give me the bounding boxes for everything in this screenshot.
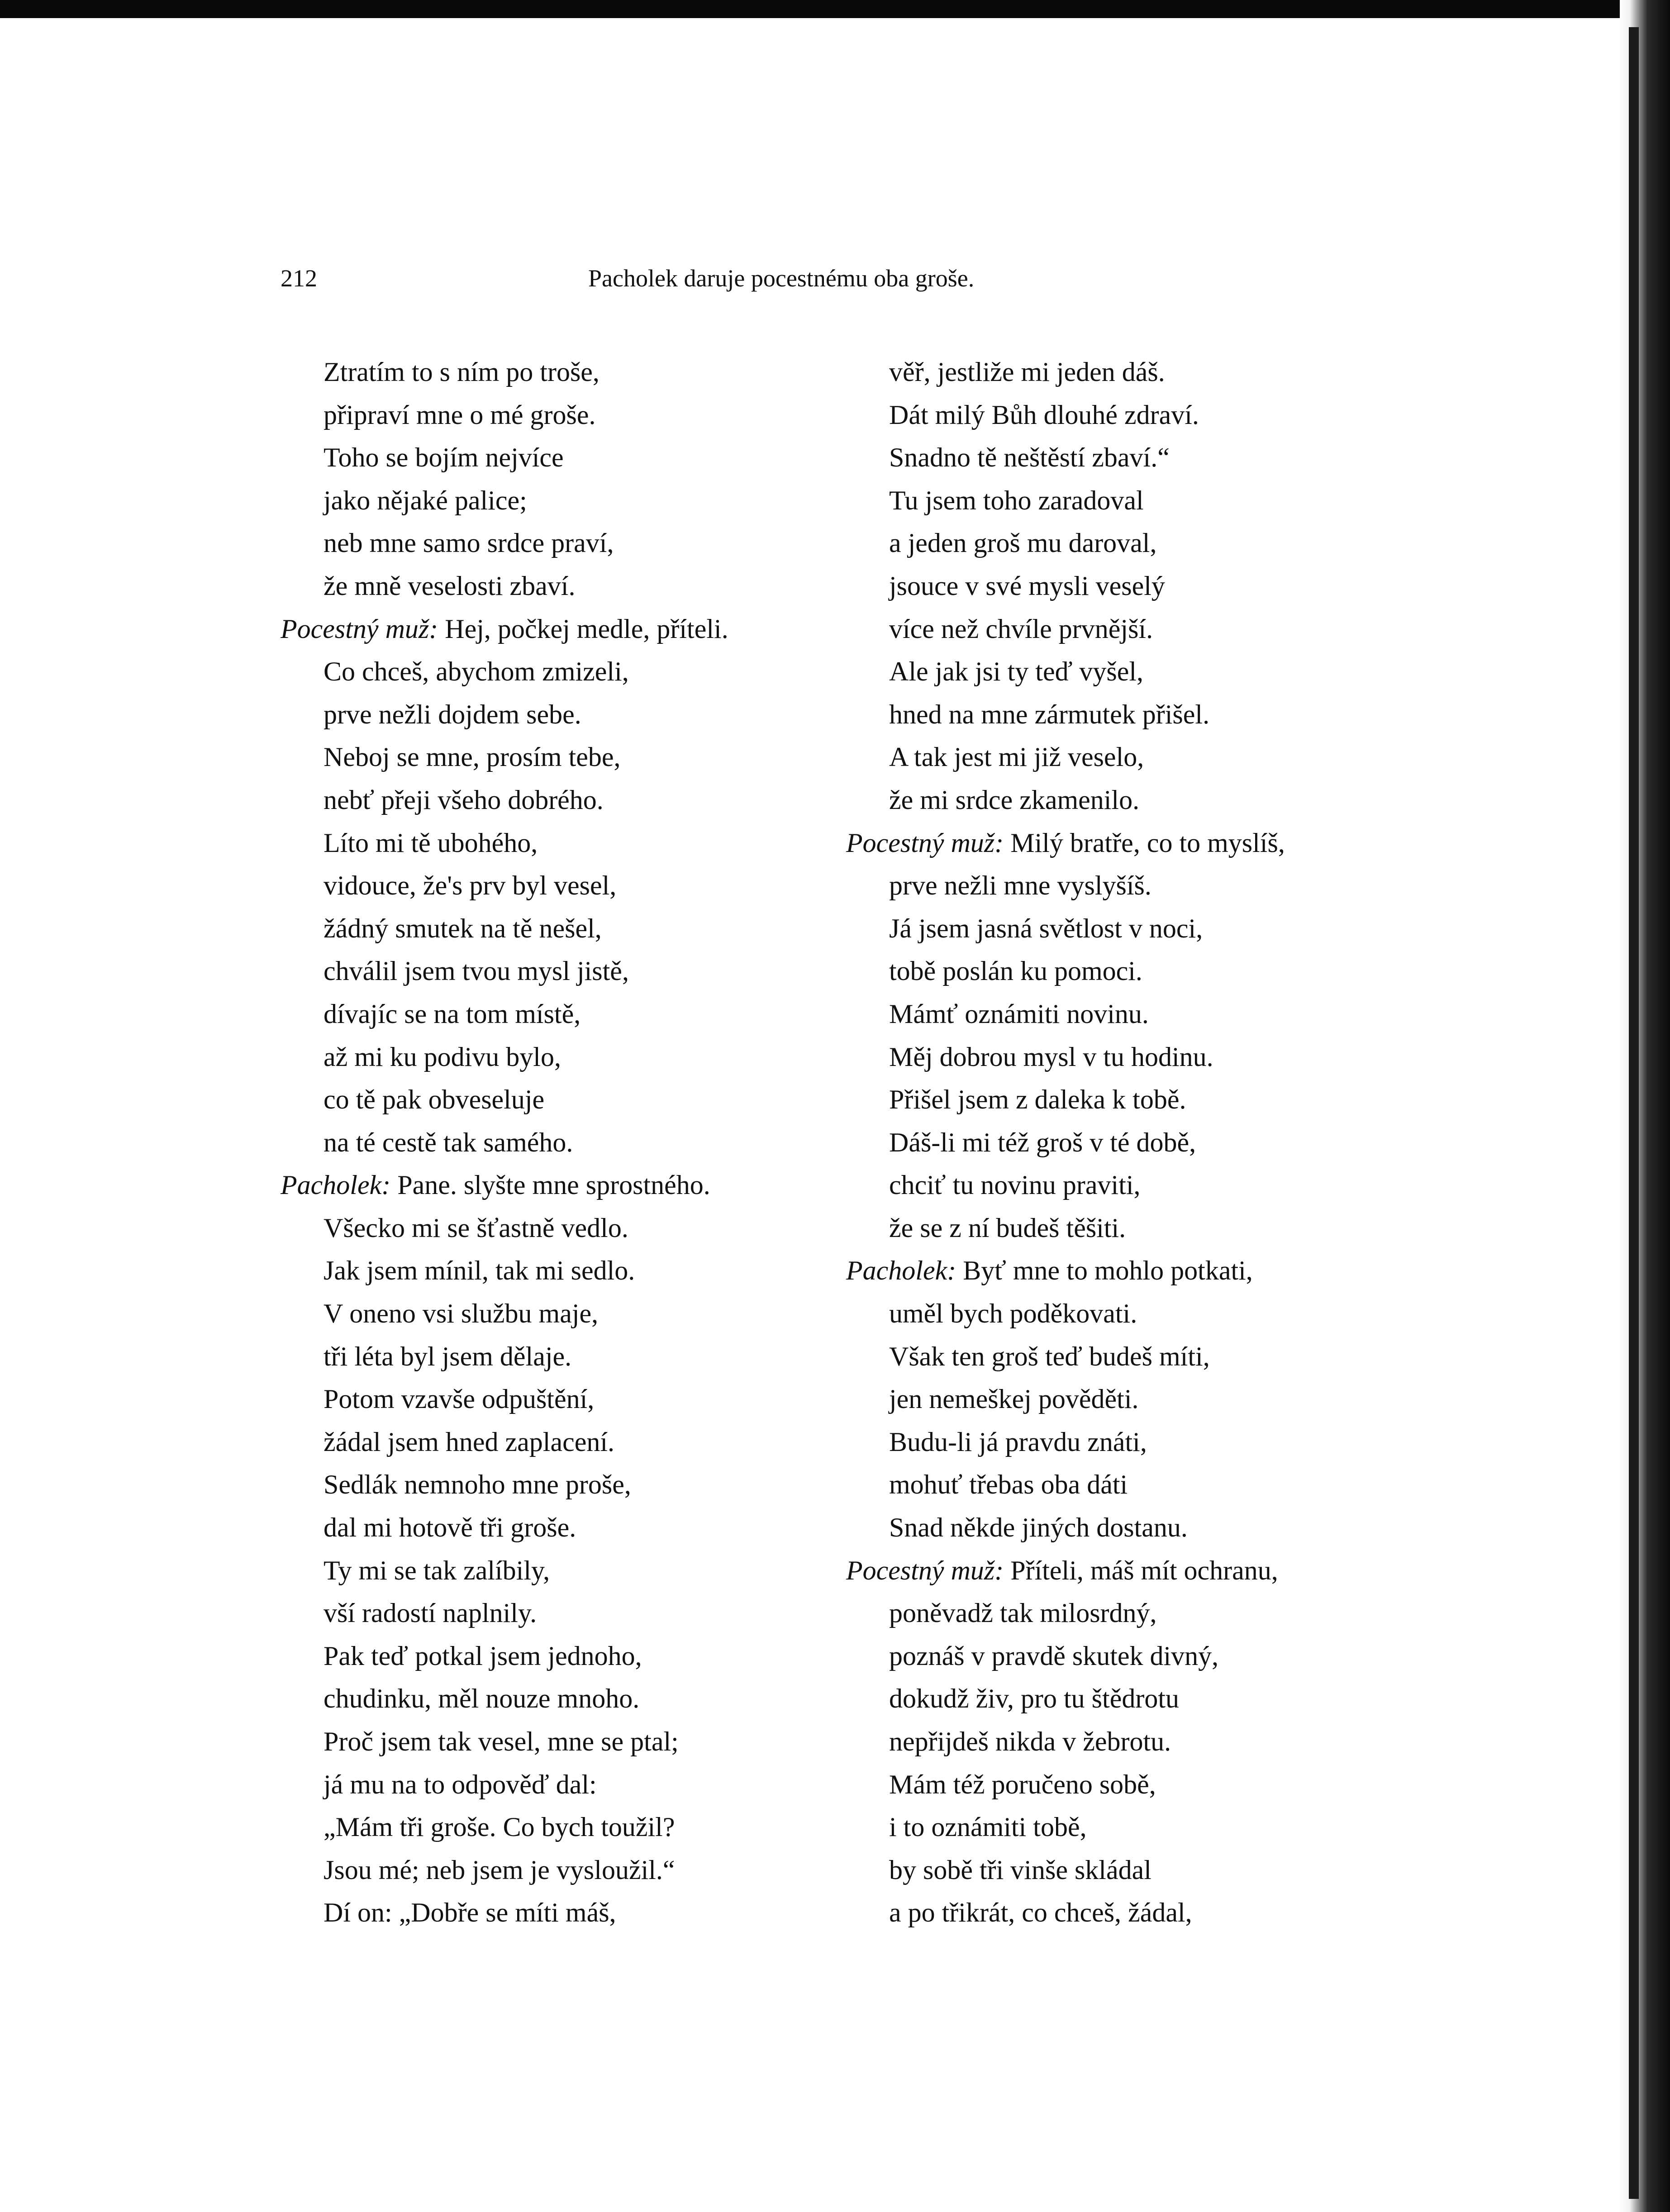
verse-line <box>846 1335 1285 1378</box>
verse-line <box>846 436 1285 479</box>
page-header <box>281 260 1118 296</box>
verse-text: Sedlák nemnoho mne proše, <box>324 1470 631 1500</box>
verse-text: připraví mne o mé groše. <box>324 400 596 430</box>
verse-line <box>281 1249 728 1292</box>
verse-text: Jak jsem mínil, tak mi sedlo. <box>324 1256 635 1286</box>
verse-text: věř, jestliže mi jeden dáš. <box>889 357 1165 387</box>
verse-line <box>846 650 1285 693</box>
verse-line <box>846 522 1285 565</box>
verse-line <box>846 1720 1285 1763</box>
verse-line <box>281 1763 728 1806</box>
verse-text: nebť přeji všeho dobrého. <box>324 785 604 815</box>
verse-text: chciť tu novinu praviti, <box>889 1170 1141 1200</box>
verse-text: prve nežli mne vyslyšíš. <box>889 871 1151 901</box>
verse-line <box>281 608 728 651</box>
verse-line <box>281 1121 728 1164</box>
verse-text: Snadno tě neštěstí zbaví.“ <box>889 442 1170 473</box>
verse-line <box>281 1891 728 1934</box>
verse-line <box>846 1549 1285 1592</box>
speaker-label: Pacholek: <box>846 1256 956 1286</box>
verse-line <box>281 1592 728 1635</box>
verse-line <box>846 1891 1285 1934</box>
verse-line <box>846 1421 1285 1464</box>
verse-text: dal mi hotově tři groše. <box>324 1513 576 1543</box>
verse-line <box>281 1078 728 1121</box>
verse-line <box>846 993 1285 1036</box>
verse-line <box>281 1677 728 1720</box>
verse-line <box>846 394 1285 437</box>
scan-binding-shadow <box>1629 27 1639 2199</box>
verse-line <box>846 1292 1285 1335</box>
verse-line <box>846 1849 1285 1892</box>
verse-text: Já jsem jasná světlost v noci, <box>889 913 1203 943</box>
verse-line <box>846 479 1285 522</box>
verse-text: tobě poslán ku pomoci. <box>889 956 1142 986</box>
verse-text: uměl bych poděkovati. <box>889 1299 1137 1329</box>
verse-line <box>281 736 728 779</box>
verse-text: Tu jsem toho zaradoval <box>889 485 1144 515</box>
verse-text: Však ten groš teď budeš míti, <box>889 1341 1210 1371</box>
verse-text: poněvadž tak milosrdný, <box>889 1598 1157 1628</box>
verse-text: neb mne samo srdce praví, <box>324 528 614 558</box>
verse-line <box>281 1207 728 1250</box>
verse-text: Všecko mi se šťastně vedlo. <box>324 1213 628 1243</box>
verse-line <box>846 1164 1285 1207</box>
verse-line <box>846 608 1285 651</box>
verse-text: že mi srdce zkamenilo. <box>889 785 1140 815</box>
verse-text: poznáš v pravdě skutek divný, <box>889 1641 1219 1671</box>
verse-text: Příteli, máš mít ochranu, <box>1010 1555 1278 1585</box>
verse-line <box>281 1720 728 1763</box>
verse-line <box>846 736 1285 779</box>
verse-text: mohuť třebas oba dáti <box>889 1470 1128 1500</box>
verse-text: jako nějaké palice; <box>324 485 527 515</box>
verse-line <box>846 864 1285 907</box>
verse-text: prve nežli dojdem sebe. <box>324 699 581 729</box>
verse-text: Mám též poručeno sobě, <box>889 1769 1156 1799</box>
verse-text: jsouce v své mysli veselý <box>889 571 1165 601</box>
verse-text: dokudž živ, pro tu štědrotu <box>889 1684 1179 1714</box>
verse-line <box>846 1592 1285 1635</box>
verse-line <box>281 1506 728 1549</box>
verse-line <box>281 693 728 736</box>
verse-text: Pak teď potkal jsem jednoho, <box>324 1641 642 1671</box>
verse-text: V oneno vsi službu maje, <box>324 1299 599 1329</box>
verse-line <box>846 1078 1285 1121</box>
verse-line <box>846 1806 1285 1849</box>
verse-text: Milý bratře, co to myslíš, <box>1010 828 1285 858</box>
speaker-label: Pocestný muž: <box>846 828 1004 858</box>
verse-line <box>846 1506 1285 1549</box>
verse-line <box>281 351 728 394</box>
verse-line <box>281 394 728 437</box>
verse-text: že mně veselosti zbaví. <box>324 571 576 601</box>
verse-line <box>846 351 1285 394</box>
verse-line <box>281 950 728 993</box>
verse-text: chudinku, měl nouze mnoho. <box>324 1684 640 1714</box>
verse-line <box>846 907 1285 950</box>
page-number: 212 <box>281 265 317 292</box>
verse-line <box>281 1549 728 1592</box>
verse-line <box>281 522 728 565</box>
verse-text: A tak jest mi již veselo, <box>889 742 1144 772</box>
speaker-label: Pocestný muž: <box>846 1555 1004 1585</box>
verse-text: jen nemeškej pověděti. <box>889 1384 1139 1414</box>
verse-line <box>281 1421 728 1464</box>
verse-line <box>846 693 1285 736</box>
verse-text: Mámť oznámiti novinu. <box>889 999 1149 1029</box>
verse-line <box>281 1463 728 1506</box>
verse-line <box>281 436 728 479</box>
scan-right-edge <box>1620 0 1670 2212</box>
verse-line <box>281 1378 728 1421</box>
verse-text: Snad někde jiných dostanu. <box>889 1513 1188 1543</box>
verse-text: Toho se bojím nejvíce <box>324 442 564 473</box>
verse-text: nepřijdeš nikda v žebrotu. <box>889 1727 1171 1756</box>
verse-text: Dí on: „Dobře se míti máš, <box>324 1898 616 1928</box>
verse-line <box>281 1292 728 1335</box>
verse-line <box>846 1763 1285 1806</box>
verse-text: Neboj se mne, prosím tebe, <box>324 742 621 772</box>
verse-text: a jeden groš mu daroval, <box>889 528 1157 558</box>
verse-line <box>281 779 728 822</box>
verse-line <box>846 1378 1285 1421</box>
verse-text: Co chceš, abychom zmizeli, <box>324 656 629 687</box>
verse-text: by sobě tři vinše skládal <box>889 1855 1151 1885</box>
verse-line <box>846 1677 1285 1720</box>
verse-text: Proč jsem tak vesel, mne se ptal; <box>324 1727 679 1756</box>
verse-text: žádný smutek na tě nešel, <box>324 913 602 943</box>
verse-text: hned na mne zármutek přišel. <box>889 699 1210 729</box>
verse-text: vidouce, že's prv byl vesel, <box>324 871 617 901</box>
verse-text: Ale jak jsi ty teď vyšel, <box>889 656 1144 687</box>
verse-text: „Mám tři groše. Co bych toužil? <box>324 1812 675 1842</box>
verse-text: Byť mne to mohlo potkati, <box>963 1256 1253 1286</box>
verse-line <box>281 1635 728 1678</box>
verse-line <box>846 1463 1285 1506</box>
verse-text: více než chvíle prvnější. <box>889 614 1153 644</box>
verse-line <box>846 1121 1285 1164</box>
verse-text: i to oznámiti tobě, <box>889 1812 1087 1842</box>
verse-line <box>846 1249 1285 1292</box>
verse-line <box>281 822 728 865</box>
verse-line <box>846 1635 1285 1678</box>
scan-top-border <box>0 0 1670 18</box>
speaker-label: Pocestný muž: <box>281 614 438 644</box>
verse-line <box>281 565 728 608</box>
verse-text: Pane. slyšte mne sprostného. <box>397 1170 710 1200</box>
verse-line <box>281 1036 728 1079</box>
speaker-label: Pacholek: <box>281 1170 391 1200</box>
verse-text: tři léta byl jsem dělaje. <box>324 1341 572 1371</box>
verse-line <box>281 864 728 907</box>
verse-line <box>281 993 728 1036</box>
verse-line <box>281 1849 728 1892</box>
verse-line <box>281 479 728 522</box>
right-text-column <box>846 351 1285 1934</box>
verse-text: že se z ní budeš těšiti. <box>889 1213 1126 1243</box>
verse-text: vší radostí naplnily. <box>324 1598 537 1628</box>
verse-text: chválil jsem tvou mysl jistě, <box>324 956 629 986</box>
verse-text: Dát milý Bůh dlouhé zdraví. <box>889 400 1199 430</box>
verse-line <box>281 650 728 693</box>
verse-text: Potom vzavše odpuštění, <box>324 1384 595 1414</box>
verse-line <box>281 1335 728 1378</box>
verse-text: Dáš-li mi též groš v té době, <box>889 1127 1196 1157</box>
verse-text: a po třikrát, co chceš, žádal, <box>889 1898 1192 1928</box>
verse-line <box>846 822 1285 865</box>
verse-text: Ztratím to s ním po troše, <box>324 357 599 387</box>
verse-text: co tě pak obveseluje <box>324 1085 545 1115</box>
running-title: Pacholek daruje pocestnému oba groše. <box>588 265 975 292</box>
verse-text: já mu na to odpověď dal: <box>324 1769 597 1799</box>
verse-line <box>846 950 1285 993</box>
verse-line <box>281 907 728 950</box>
verse-text: na té cestě tak samého. <box>324 1127 573 1157</box>
verse-text: dívajíc se na tom místě, <box>324 999 581 1029</box>
verse-text: Přišel jsem z daleka k tobě. <box>889 1085 1186 1115</box>
verse-text: až mi ku podivu bylo, <box>324 1042 561 1072</box>
verse-text: žádal jsem hned zaplacení. <box>324 1427 615 1457</box>
verse-line <box>846 1036 1285 1079</box>
verse-text: Budu-li já pravdu znáti, <box>889 1427 1147 1457</box>
verse-line <box>846 565 1285 608</box>
verse-line <box>281 1164 728 1207</box>
verse-line <box>846 1207 1285 1250</box>
verse-line <box>846 779 1285 822</box>
verse-text: Měj dobrou mysl v tu hodinu. <box>889 1042 1213 1072</box>
verse-text: Ty mi se tak zalíbily, <box>324 1555 550 1585</box>
verse-line <box>281 1806 728 1849</box>
verse-text: Líto mi tě ubohého, <box>324 828 538 858</box>
verse-text: Jsou mé; neb jsem je vysloužil.“ <box>324 1855 675 1885</box>
left-text-column <box>281 351 728 1934</box>
verse-text: Hej, počkej medle, příteli. <box>445 614 728 644</box>
